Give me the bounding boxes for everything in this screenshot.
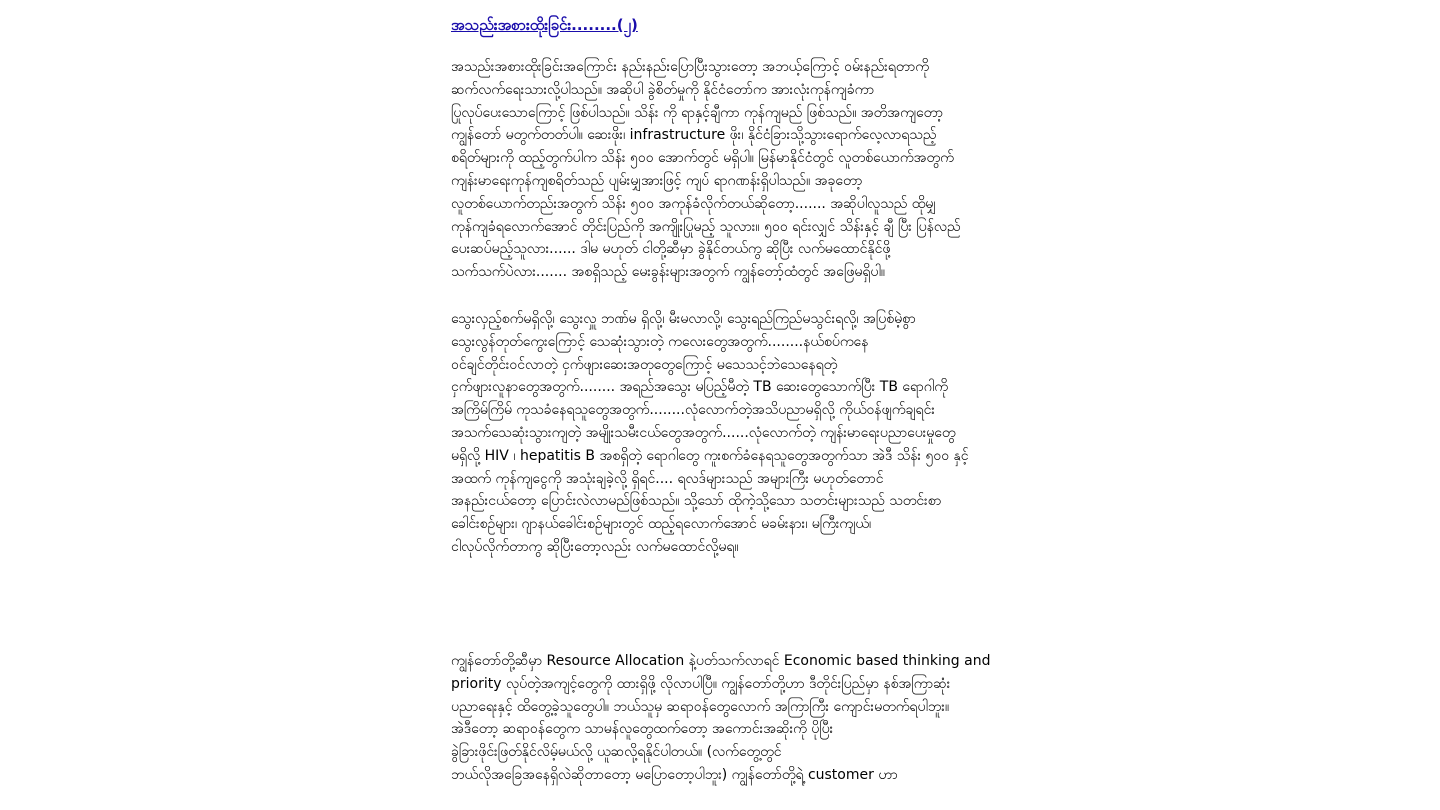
text-line: ဘယ်လိုအခြေအနေရှိလဲဆိုတာတော့ မပြောတော့ပါဘူး) ကျွန်တော်တို့ရဲ့ customer ဟာ: [451, 766, 898, 783]
text-line: အထက် ကုန်ကျငွေကို အသုံးချခဲ့လို့ ရှိရင်.... ရလဒ်များသည် အများကြီး မဟုတ်တောင်: [451, 470, 884, 487]
text-line: priority လုပ်တဲ့အကျင့်တွေကို ထားရှိဖို့ လိုလာပါပြီ။ ကျွန်တော်တို့ဟာ ဒီတိုင်းပြည်မှာ နစ်အကြာဆုံး: [451, 675, 951, 692]
paragraph-3: [451, 650, 990, 787]
document-page: [451, 12, 1021, 783]
text-line: အသက်သေဆုံးသွားကျတဲ့ အမျိုးသမီးငယ်တွေအတွက်......လုံလောက်တဲ့ ကျန်းမာရေးပညာပေးမှုတွေ: [451, 424, 956, 441]
text-line: သွေးလှည့်စက်မရှိလို့၊ သွေးလှူ ဘဏ်မ ရှိလို့၊ မီးမလာလို့၊ သွေးရည်ကြည်မသွင်းရလို့၊ အပြစ်မဲ့စွာ: [451, 311, 916, 327]
text-line: ငါလုပ်လိုက်တာကွ ဆိုပြီးတော့လည်း လက်မထောင်လို့မရ။: [451, 538, 739, 555]
text-line: စရိတ်များကို ထည့်တွက်ပါက သိန်း ၅၀၀ အောက်တွင် မရှိပါ။ မြန်မာနိုင်ငံတွင် လူတစ်ယောက်အတွက်: [451, 150, 954, 167]
text-line: ခေါင်းစဉ်များ၊ ဂျာနယ်ခေါင်းစဉ်များတွင် ထည့်ရလောက်အောင် မခမ်းနား၊ မကြီးကျယ်၊: [451, 516, 872, 533]
text-line: ကျွန်တော်တို့ဆီမှာ Resource Allocation နဲ့ပတ်သက်လာရင် Economic based thinking and: [451, 653, 991, 669]
text-line: မရှိလို့ HIV ၊ hepatitis B အစရှိတဲ့ ရောဂါတွေ ကူးစက်ခံနေရသူတွေအတွက်သာ အဲဒီ သိန်း ၅၀၀ နှင့်: [451, 447, 969, 464]
text-line: သွေးလွန်တုတ်ကွေးကြောင့် သေဆုံးသွားတဲ့ ကလေးတွေအတွက်........နယ်စပ်ကနေ: [451, 333, 869, 350]
text-line: အသည်းအစားထိုးခြင်းအကြောင်း နည်းနည်းပြောပြီးသွားတော့ အဘယ့်ကြောင့် ဝမ်းနည်းရတာကို: [451, 59, 929, 75]
text-line: အကြိမ်ကြိမ် ကုသခံနေရသူတွေအတွက်........လုံလောက်တဲ့အသိပညာမရှိလို့ ကိုယ်ဝန်ဖျက်ချရင်း: [451, 402, 935, 419]
post-title-link[interactable]: အသည်းအစားထိုးခြင်း........(၂): [451, 16, 638, 34]
paragraph-2: [451, 308, 969, 559]
text-line: လူတစ်ယောက်တည်းအတွက် သိန်း ၅၀၀ အကုန်ခံလိုက်တယ်ဆိုတော့....... အဆိုပါလူသည် ထိုမျှ: [451, 195, 937, 212]
text-line: ခွဲခြားဖိုင်းဖြတ်နိုင်လိမ့်မယ်လို့ ယူဆလို့ရနိုင်ပါတယ်။ (လက်တွေ့တွင်: [451, 744, 782, 761]
text-line: ပေးဆပ်မည့်သူလား...... ဒါမ မဟုတ် ငါတို့ဆီမှာ ခွဲနိုင်တယ်ကွ ဆိုပြီး လက်မထောင်နိုင်ဖို့: [451, 241, 891, 258]
text-line: ငှက်ဖျားလူနာတွေအတွက်........ အရည်အသွေး မပြည့်မီတဲ့ TB ဆေးတွေသောက်ပြီး TB ရောဂါကို: [451, 379, 948, 396]
text-line: ကျန်းမာရေးကုန်ကျစရိတ်သည် ပျမ်းမျှအားဖြင့် ကျပ် ရာဂဏန်းရှိပါသည်။ အခုတော့: [451, 172, 863, 189]
text-line: ကုန်ကျခံရလောက်အောင် တိုင်းပြည်ကို အကျိုးပြုမည့် သူလား။ ၅၀၀ ရင်းလျှင် သိန်းနှင့် ချီ ပြီး ပြန်လည်: [451, 218, 961, 235]
text-line: ပညာရေးနှင့် ထိတွေ့ခဲ့သူတွေပါ။ ဘယ်သူမှ ဆရာဝန်တွေလောက် အကြာကြီး ကျောင်းမတက်ရပါဘူး။: [451, 698, 950, 715]
text-line: သက်သက်ပဲလား....... အစရှိသည့် မေးခွန်းများအတွက် ကျွန်တော့်ထံတွင် အဖြေမရှိပါ။: [451, 264, 886, 281]
text-line: ဆက်လက်ရေးသားလို့ပါသည်။ အဆိုပါ ခွဲစိတ်မှုကို နိုင်ငံတော်က အားလုံးကုန်ကျခံကာ: [451, 81, 875, 98]
text-line: အဲဒီတော့ ဆရာဝန်တွေက သာမန်လူတွေထက်တော့ အကောင်းအဆိုးကို ပိုပြီး: [451, 721, 834, 738]
text-line: ကျွန်တော် မတွက်တတ်ပါ။ ဆေးဖိုး၊ infrastructure ဖိုး၊ နိုင်ငံခြားသို့သွားရောက်လေ့လာရသည့်: [451, 127, 937, 144]
text-line: ဝင်ချင်တိုင်းဝင်လာတဲ့ ငှက်ဖျားဆေးအတုတွေကြောင့် မသေသင့်ဘဲသေနေရတဲ့: [451, 356, 838, 373]
text-line: အနည်းငယ်တော့ ပြောင်းလဲလာမည်ဖြစ်သည်။ သို့သော် ထိုကဲ့သို့သော သတင်းများသည် သတင်းစာ: [451, 493, 942, 510]
text-line: ပြုလုပ်ပေးသောကြောင့် ဖြစ်ပါသည်။ သိန်း ကို ရာနှင့်ချီကာ ကုန်ကျမည် ဖြစ်သည်။ အတိအကျတော့: [451, 104, 944, 121]
paragraph-1: [451, 56, 961, 284]
